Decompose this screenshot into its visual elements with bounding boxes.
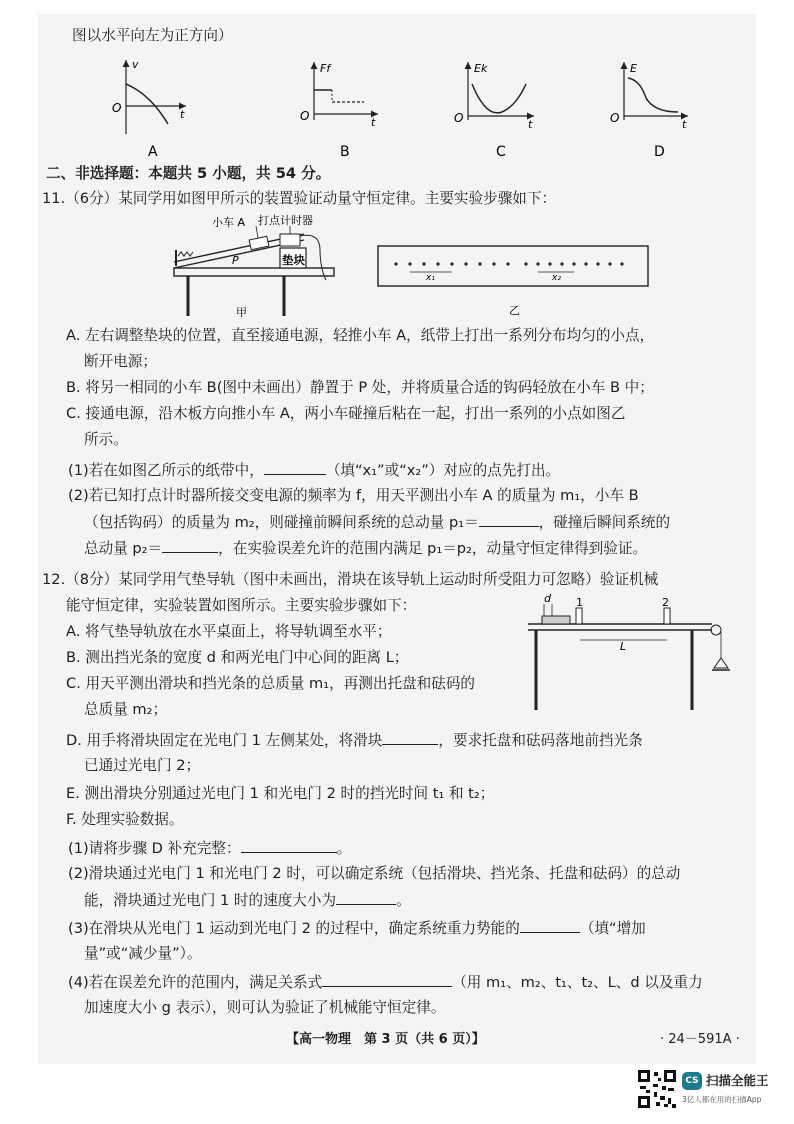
graph-a-y-axis: v <box>132 58 139 71</box>
q12-sub2-line2: 能，滑块通过光电门 1 时的速度大小为 。 <box>84 892 411 909</box>
graph-d-y-axis: E <box>630 62 637 75</box>
top-line: 图以水平向左为正方向） <box>72 27 233 44</box>
fig-jia-timer-label: 打点计时器 <box>258 214 313 227</box>
cs-logo: CS <box>682 1072 702 1090</box>
fig-jia-p-label: P <box>232 254 239 267</box>
q11-sub2-line2: （包括钩码）的质量为 m₂，则碰撞前瞬间系统的总动量 p₁＝ ，碰撞后瞬间系统的 <box>84 514 671 531</box>
q12-step-c-line1: C. 用天平测出滑块和挡光条的总质量 m₁，再测出托盘和砝码的 <box>66 675 476 692</box>
q11-p1-answer-blank[interactable] <box>479 512 539 527</box>
q12-step-b: B. 测出挡光条的宽度 d 和两光电门中心间的距离 L； <box>66 649 409 666</box>
q11-sub1: (1)若在如图乙所示的纸带中， （填“x₁”或“x₂”）对应的点先打出。 <box>68 462 561 479</box>
q11-intro: 11.（6分）某同学用如图甲所示的装置验证动量守恒定律。主要实验步骤如下： <box>42 190 557 207</box>
graph-b-origin: O <box>300 109 310 123</box>
fig-yi-x1: x₁ <box>426 273 435 283</box>
q12-sub3-line1: (3)在滑块从光电门 1 运动到光电门 2 的过程中，确定系统重力势能的 （填“增加 <box>68 920 646 937</box>
q12-fig-l: L <box>620 640 627 653</box>
fig-yi-caption: 乙 <box>509 304 520 317</box>
q12-sub4-line2: 加速度大小 g 表示），则可认为验证了机械能守恒定律。 <box>84 999 446 1016</box>
q12-sub4-line1: (4)若在误差允许的范围内，满足关系式 （用 m₁、m₂、t₁、t₂、L、d 以及重力 <box>68 974 703 991</box>
graph-d-x-axis: t <box>682 118 687 131</box>
q11-step-a-line2: 断开电源； <box>84 353 157 370</box>
q11-step-c-line1: C. 接通电源，沿木板方向推小车 A，两小车碰撞后粘在一起，打出一系列的小点如图乙 <box>66 405 626 422</box>
graph-b-label: B <box>340 144 350 160</box>
qr-code-icon <box>636 1068 678 1110</box>
q12-step-c-line2: 总质量 m₂； <box>84 701 168 718</box>
graph-d-label: D <box>654 144 665 160</box>
graph-c-y-axis: Ek <box>474 62 488 75</box>
q11-step-a-line1: A. 左右调整垫块的位置，直至接通电源，轻推小车 A，纸带上打出一系列分布均匀的小点， <box>66 327 655 344</box>
graph-a-origin: O <box>112 101 122 115</box>
graph-d-origin: O <box>610 111 620 125</box>
graph-d <box>610 62 688 160</box>
q12-sub2-line1: (2)滑块通过光电门 1 和光电门 2 时，可以确定系统（包括滑块、挡光条、托盘和砝码）的总动 <box>68 865 681 882</box>
q12-apparatus-figure <box>522 592 748 716</box>
graph-b-y-axis: Ff <box>320 62 331 75</box>
q11-p2-answer-blank[interactable] <box>162 538 218 553</box>
q12-fig-gate2: 2 <box>662 596 669 609</box>
q11-sub1-answer-blank[interactable] <box>264 460 326 475</box>
q12-sub1-answer-blank[interactable] <box>241 838 337 853</box>
graph-c <box>454 62 534 160</box>
scanner-tagline: 3亿人都在用的扫描App <box>682 1095 762 1104</box>
graph-c-x-axis: t <box>528 118 533 131</box>
graph-a-label: A <box>148 144 158 160</box>
fig-yi-x2: x₂ <box>552 273 561 283</box>
q11-figure-yi <box>374 242 654 320</box>
fig-jia-pad-label: 垫块 <box>282 253 305 267</box>
q12-step-d-answer-blank[interactable] <box>382 730 438 745</box>
page-footer: 【高一物理 第 3 页（共 6 页）】 <box>286 1032 485 1047</box>
q12-step-d-line2: 已通过光电门 2； <box>84 757 201 774</box>
q10-option-graphs <box>88 54 748 164</box>
graph-c-label: C <box>496 144 506 160</box>
q11-figure-jia <box>164 208 354 320</box>
graph-c-origin: O <box>454 111 464 125</box>
fig-jia-caption: 甲 <box>236 306 247 319</box>
exam-page <box>38 14 756 1064</box>
q12-step-e: E. 测出滑块分别通过光电门 1 和光电门 2 时的挡光时间 t₁ 和 t₂； <box>66 785 495 802</box>
q12-sub3-answer-blank[interactable] <box>520 918 580 933</box>
q12-sub3-line2: 量”或“减少量”）。 <box>84 945 202 962</box>
graph-a-x-axis: t <box>180 108 185 121</box>
q12-step-a: A. 将气垫导轨放在水平桌面上，将导轨调至水平； <box>66 623 392 640</box>
q12-step-d-line1: D. 用手将滑块固定在光电门 1 左侧某处，将滑块 ，要求托盘和砝码落地前挡光条 <box>66 732 643 749</box>
graph-a <box>112 58 186 160</box>
q12-sub4-answer-blank[interactable] <box>322 972 452 987</box>
q12-intro-line2: 能守恒定律，实验装置如图所示。主要实验步骤如下： <box>66 597 417 614</box>
q12-sub2-answer-blank[interactable] <box>336 890 396 905</box>
scanner-app-name: 扫描全能王 <box>706 1073 769 1088</box>
scanner-watermark <box>636 1068 786 1112</box>
q11-sub2-line3: 总动量 p₂＝ ，在实验误差允许的范围内满足 p₁＝p₂，动量守恒定律得到验证。 <box>84 540 648 557</box>
q11-sub2-line1: (2)若已知打点计时器所接交变电源的频率为 f，用天平测出小车 A 的质量为 m₁，小车 B <box>68 487 639 504</box>
q12-fig-d: d <box>544 592 551 605</box>
q12-sub1: (1)请将步骤 D 补充完整： 。 <box>68 840 352 857</box>
paper-code: · 24－591A · <box>660 1032 740 1047</box>
fig-jia-car-label: 小车 A <box>212 216 246 229</box>
q12-step-f: F. 处理实验数据。 <box>66 811 184 828</box>
q12-fig-gate1: 1 <box>576 596 583 609</box>
section2-heading: 二、非选择题：本题共 5 小题，共 54 分。 <box>46 165 331 182</box>
q11-step-b: B. 将另一相同的小车 B(图中未画出）静置于 P 处，并将质量合适的钩码轻放在小车 B 中； <box>66 379 654 396</box>
graph-b <box>300 62 378 160</box>
graph-b-x-axis: t <box>371 116 376 129</box>
q12-intro-line1: 12.（8分）某同学用气垫导轨（图中未画出，滑块在该导轨上运动时所受阻力可忽略）验证机械 <box>42 571 659 588</box>
q11-step-c-line2: 所示。 <box>84 431 128 448</box>
